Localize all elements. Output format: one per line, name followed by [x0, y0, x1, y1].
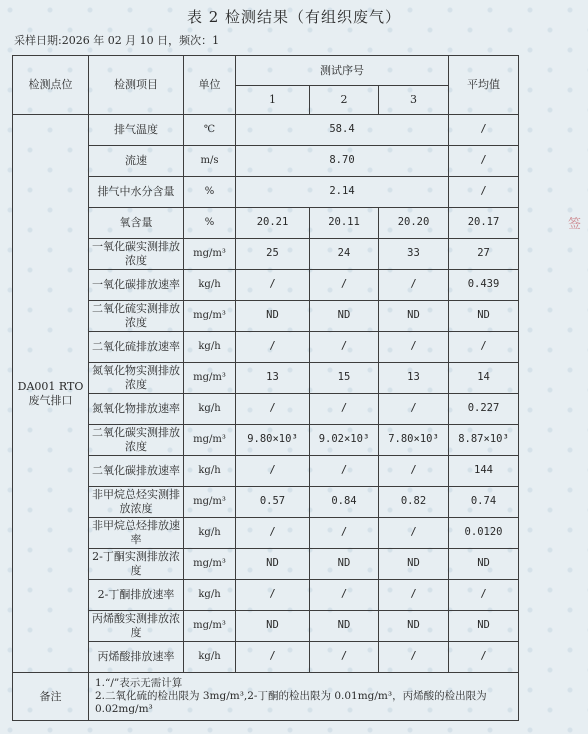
item-cell: 非甲烷总烃实测排放浓度: [89, 487, 184, 518]
value-cell-1: ND: [236, 611, 310, 642]
merged-value-cell: 8.70: [236, 146, 449, 177]
sampling-info: 采样日期:2026 年 02 月 10 日，频次：1: [14, 34, 220, 47]
unit-cell: kg/h: [184, 456, 236, 487]
value-cell-1: ND: [236, 549, 310, 580]
average-cell: 20.17: [449, 208, 519, 239]
average-cell: /: [449, 642, 519, 673]
notes-row: [13, 673, 519, 721]
value-cell-2: 20.11: [310, 208, 379, 239]
table-row: [13, 177, 519, 208]
unit-cell: mg/m³: [184, 425, 236, 456]
merged-value-cell: 2.14: [236, 177, 449, 208]
value-cell-3: /: [379, 642, 449, 673]
value-cell-2: ND: [310, 549, 379, 580]
merged-value-cell: 58.4: [236, 115, 449, 146]
note-line: 1.“/”表示无需计算: [95, 676, 183, 689]
table-row: [13, 363, 519, 394]
table-row: [13, 239, 519, 270]
table-row: [13, 487, 519, 518]
value-cell-2: /: [310, 394, 379, 425]
value-cell-2: 9.02×10³: [310, 425, 379, 456]
header-test-2: 2: [310, 86, 379, 115]
average-cell: 0.74: [449, 487, 519, 518]
value-cell-1: /: [236, 456, 310, 487]
table-row: [13, 146, 519, 177]
value-cell-2: 15: [310, 363, 379, 394]
value-cell-1: ND: [236, 301, 310, 332]
unit-cell: kg/h: [184, 270, 236, 301]
value-cell-2: /: [310, 518, 379, 549]
unit-cell: kg/h: [184, 518, 236, 549]
item-cell: 流速: [89, 146, 184, 177]
table-row: [13, 580, 519, 611]
table-row: [13, 611, 519, 642]
average-cell: /: [449, 177, 519, 208]
value-cell-3: 20.20: [379, 208, 449, 239]
value-cell-1: /: [236, 518, 310, 549]
item-cell: 二氧化碳排放速率: [89, 456, 184, 487]
item-cell: 丙烯酸实测排放浓度: [89, 611, 184, 642]
page-title: 表 2 检测结果（有组织废气）: [186, 8, 402, 26]
item-cell: 排气中水分含量: [89, 177, 184, 208]
value-cell-3: /: [379, 332, 449, 363]
value-cell-2: /: [310, 456, 379, 487]
stamp-text: 签: [568, 217, 582, 232]
average-cell: /: [449, 146, 519, 177]
value-cell-1: 13: [236, 363, 310, 394]
item-cell: 二氧化硫实测排放浓度: [89, 301, 184, 332]
item-cell: 二氧化硫排放速率: [89, 332, 184, 363]
average-cell: 0.227: [449, 394, 519, 425]
table-row: [13, 549, 519, 580]
average-cell: 14: [449, 363, 519, 394]
value-cell-1: 0.57: [236, 487, 310, 518]
results-table: [12, 55, 519, 721]
value-cell-1: 9.80×10³: [236, 425, 310, 456]
item-cell: 二氧化碳实测排放浓度: [89, 425, 184, 456]
unit-cell: kg/h: [184, 394, 236, 425]
notes-label: 备注: [13, 673, 89, 721]
unit-cell: mg/m³: [184, 549, 236, 580]
value-cell-1: /: [236, 270, 310, 301]
value-cell-1: /: [236, 394, 310, 425]
item-cell: 2-丁酮实测排放浓度: [89, 549, 184, 580]
unit-cell: mg/m³: [184, 487, 236, 518]
header-test-no: 测试序号: [236, 56, 449, 86]
table-row: [13, 642, 519, 673]
value-cell-3: ND: [379, 301, 449, 332]
value-cell-1: 25: [236, 239, 310, 270]
unit-cell: mg/m³: [184, 363, 236, 394]
unit-cell: %: [184, 208, 236, 239]
value-cell-2: /: [310, 642, 379, 673]
item-cell: 一氧化碳实测排放浓度: [89, 239, 184, 270]
header-site: 检测点位: [13, 56, 89, 115]
header-test-3: 3: [379, 86, 449, 115]
average-cell: 0.439: [449, 270, 519, 301]
unit-cell: m/s: [184, 146, 236, 177]
value-cell-1: 20.21: [236, 208, 310, 239]
table-row: [13, 332, 519, 363]
unit-cell: mg/m³: [184, 611, 236, 642]
value-cell-1: /: [236, 580, 310, 611]
average-cell: 27: [449, 239, 519, 270]
unit-cell: mg/m³: [184, 301, 236, 332]
average-cell: ND: [449, 549, 519, 580]
header-item: 检测项目: [89, 56, 184, 115]
site-name: DA001 RTO 废气排口: [13, 115, 89, 673]
value-cell-2: /: [310, 270, 379, 301]
average-cell: /: [449, 580, 519, 611]
value-cell-3: 33: [379, 239, 449, 270]
value-cell-2: /: [310, 332, 379, 363]
table-row: [13, 425, 519, 456]
item-cell: 一氧化碳排放速率: [89, 270, 184, 301]
table-row: [13, 115, 519, 146]
header-unit: 单位: [184, 56, 236, 115]
value-cell-2: ND: [310, 611, 379, 642]
value-cell-3: 13: [379, 363, 449, 394]
value-cell-3: ND: [379, 611, 449, 642]
seal-stamp-fragment: [568, 210, 586, 240]
table-row: [13, 270, 519, 301]
note-line: 2.二氧化硫的检出限为 3mg/m³,2-丁酮的检出限为 0.01mg/m³，丙烯酸的检出限为 0.02mg/m³: [95, 689, 487, 716]
average-cell: 144: [449, 456, 519, 487]
average-cell: ND: [449, 301, 519, 332]
item-cell: 氧含量: [89, 208, 184, 239]
unit-cell: kg/h: [184, 642, 236, 673]
average-cell: 0.0120: [449, 518, 519, 549]
table-row: [13, 518, 519, 549]
average-cell: /: [449, 332, 519, 363]
value-cell-3: /: [379, 518, 449, 549]
value-cell-2: 24: [310, 239, 379, 270]
unit-cell: %: [184, 177, 236, 208]
unit-cell: ℃: [184, 115, 236, 146]
unit-cell: mg/m³: [184, 239, 236, 270]
table-row: [13, 301, 519, 332]
value-cell-3: /: [379, 456, 449, 487]
value-cell-2: ND: [310, 301, 379, 332]
value-cell-3: 7.80×10³: [379, 425, 449, 456]
table-row: [13, 208, 519, 239]
item-cell: 排气温度: [89, 115, 184, 146]
header-test-1: 1: [236, 86, 310, 115]
unit-cell: kg/h: [184, 580, 236, 611]
table-row: [13, 456, 519, 487]
notes-content: [89, 673, 519, 721]
average-cell: ND: [449, 611, 519, 642]
item-cell: 2-丁酮排放速率: [89, 580, 184, 611]
average-cell: /: [449, 115, 519, 146]
value-cell-3: 0.82: [379, 487, 449, 518]
table-row: [13, 394, 519, 425]
value-cell-1: /: [236, 332, 310, 363]
value-cell-1: /: [236, 642, 310, 673]
value-cell-3: /: [379, 580, 449, 611]
item-cell: 氮氧化物排放速率: [89, 394, 184, 425]
average-cell: 8.87×10³: [449, 425, 519, 456]
value-cell-3: /: [379, 270, 449, 301]
value-cell-3: /: [379, 394, 449, 425]
unit-cell: kg/h: [184, 332, 236, 363]
header-average: 平均值: [449, 56, 519, 115]
value-cell-2: /: [310, 580, 379, 611]
item-cell: 非甲烷总烃排放速率: [89, 518, 184, 549]
value-cell-2: 0.84: [310, 487, 379, 518]
item-cell: 氮氧化物实测排放浓度: [89, 363, 184, 394]
item-cell: 丙烯酸排放速率: [89, 642, 184, 673]
value-cell-3: ND: [379, 549, 449, 580]
